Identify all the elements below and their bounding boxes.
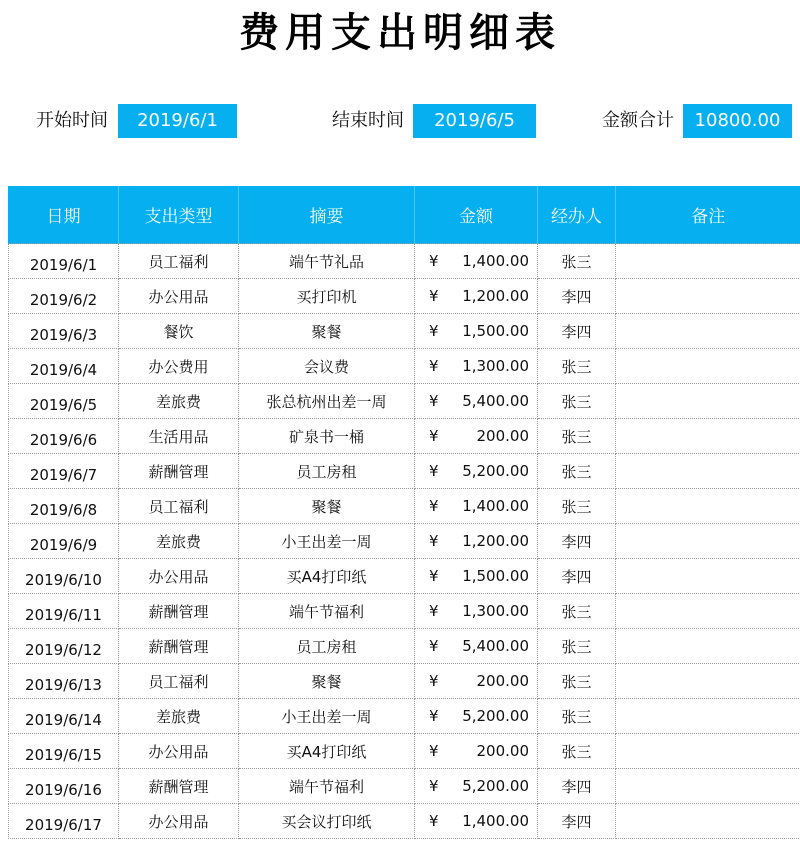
cell-note[interactable] [616, 629, 800, 664]
cell-summary[interactable]: 端午节福利 [239, 769, 415, 804]
cell-note[interactable] [616, 244, 800, 279]
cell-type[interactable]: 办公用品 [119, 279, 239, 314]
cell-amount[interactable] [415, 734, 538, 769]
cell-summary[interactable]: 矿泉书一桶 [239, 419, 415, 454]
cell-note[interactable] [616, 489, 800, 524]
table-row [9, 244, 800, 279]
end-date-field[interactable]: 2019/6/5 [413, 104, 536, 138]
cell-date[interactable]: 2019/6/12 [9, 629, 119, 664]
cell-type[interactable]: 薪酬管理 [119, 594, 239, 629]
cell-summary[interactable]: 聚餐 [239, 664, 415, 699]
cell-summary[interactable]: 端午节福利 [239, 594, 415, 629]
cell-type[interactable]: 员工福利 [119, 664, 239, 699]
currency-symbol: ¥ [429, 462, 439, 480]
column-header-note[interactable]: 备注 [616, 186, 800, 244]
cell-amount[interactable] [415, 419, 538, 454]
cell-amount[interactable] [415, 769, 538, 804]
cell-type[interactable]: 餐饮 [119, 314, 239, 349]
currency-symbol: ¥ [429, 812, 439, 830]
amount-value: 1,200.00 [462, 532, 529, 550]
cell-note[interactable] [616, 314, 800, 349]
cell-date[interactable]: 2019/6/9 [9, 524, 119, 559]
cell-type[interactable]: 薪酬管理 [119, 629, 239, 664]
cell-type[interactable]: 生活用品 [119, 419, 239, 454]
column-header-handler[interactable]: 经办人 [538, 186, 616, 244]
cell-date[interactable]: 2019/6/10 [9, 559, 119, 594]
column-header-date[interactable]: 日期 [9, 186, 119, 244]
cell-summary[interactable]: 聚餐 [239, 489, 415, 524]
amount-value: 1,300.00 [462, 357, 529, 375]
cell-handler[interactable]: 张三 [538, 384, 616, 419]
cell-summary[interactable]: 买A4打印纸 [239, 559, 415, 594]
cell-handler[interactable]: 李四 [538, 804, 616, 839]
amount-value: 200.00 [476, 742, 529, 760]
cell-type[interactable]: 办公用品 [119, 559, 239, 594]
cell-summary[interactable]: 员工房租 [239, 629, 415, 664]
column-header-summary[interactable]: 摘要 [239, 186, 415, 244]
end-date-label: 结束时间 [332, 110, 404, 131]
cell-amount[interactable] [415, 804, 538, 839]
cell-amount[interactable] [415, 594, 538, 629]
amount-value: 200.00 [476, 672, 529, 690]
currency-symbol: ¥ [429, 497, 439, 515]
cell-summary[interactable]: 小王出差一周 [239, 699, 415, 734]
page-title: 费用支出明细表 [239, 9, 561, 56]
table-row [9, 769, 800, 804]
cell-note[interactable] [616, 279, 800, 314]
table-row [9, 699, 800, 734]
total-amount-label: 金额合计 [602, 110, 674, 131]
cell-type[interactable]: 薪酬管理 [119, 454, 239, 489]
amount-value: 5,400.00 [462, 392, 529, 410]
currency-symbol: ¥ [429, 427, 439, 445]
cell-note[interactable] [616, 594, 800, 629]
cell-note[interactable] [616, 384, 800, 419]
cell-date[interactable]: 2019/6/6 [9, 419, 119, 454]
currency-symbol: ¥ [429, 322, 439, 340]
column-header-amount[interactable]: 金额 [415, 186, 538, 244]
amount-value: 5,200.00 [462, 707, 529, 725]
cell-date[interactable]: 2019/6/13 [9, 664, 119, 699]
cell-date[interactable]: 2019/6/1 [9, 244, 119, 279]
cell-handler[interactable]: 张三 [538, 244, 616, 279]
cell-note[interactable] [616, 769, 800, 804]
cell-type[interactable]: 差旅费 [119, 699, 239, 734]
table-row [9, 454, 800, 489]
cell-amount[interactable] [415, 314, 538, 349]
table-row [9, 524, 800, 559]
currency-symbol: ¥ [429, 777, 439, 795]
table-row [9, 489, 800, 524]
cell-amount[interactable] [415, 664, 538, 699]
currency-symbol: ¥ [429, 392, 439, 410]
cell-date[interactable]: 2019/6/7 [9, 454, 119, 489]
cell-handler[interactable]: 李四 [538, 279, 616, 314]
amount-value: 1,300.00 [462, 602, 529, 620]
table-row [9, 629, 800, 664]
cell-handler[interactable]: 张三 [538, 349, 616, 384]
cell-date[interactable]: 2019/6/3 [9, 314, 119, 349]
column-header-type[interactable]: 支出类型 [119, 186, 239, 244]
amount-value: 5,200.00 [462, 777, 529, 795]
cell-amount[interactable] [415, 489, 538, 524]
cell-handler[interactable]: 李四 [538, 524, 616, 559]
cell-type[interactable]: 员工福利 [119, 244, 239, 279]
table-row [9, 734, 800, 769]
cell-summary[interactable]: 买打印机 [239, 279, 415, 314]
cell-note[interactable] [616, 664, 800, 699]
cell-summary[interactable]: 会议费 [239, 349, 415, 384]
cell-amount[interactable] [415, 279, 538, 314]
amount-value: 1,500.00 [462, 322, 529, 340]
cell-summary[interactable]: 员工房租 [239, 454, 415, 489]
cell-type[interactable]: 办公用品 [119, 734, 239, 769]
cell-handler[interactable]: 张三 [538, 419, 616, 454]
cell-summary[interactable]: 张总杭州出差一周 [239, 384, 415, 419]
currency-symbol: ¥ [429, 742, 439, 760]
cell-date[interactable]: 2019/6/15 [9, 734, 119, 769]
cell-type[interactable]: 办公费用 [119, 349, 239, 384]
cell-handler[interactable]: 张三 [538, 454, 616, 489]
start-date-label: 开始时间 [36, 110, 108, 131]
cell-note[interactable] [616, 419, 800, 454]
cell-amount[interactable] [415, 629, 538, 664]
currency-symbol: ¥ [429, 672, 439, 690]
cell-amount[interactable] [415, 384, 538, 419]
table-row [9, 314, 800, 349]
total-amount-field[interactable]: 10800.00 [683, 104, 792, 138]
cell-note[interactable] [616, 454, 800, 489]
cell-type[interactable]: 差旅费 [119, 384, 239, 419]
currency-symbol: ¥ [429, 637, 439, 655]
currency-symbol: ¥ [429, 567, 439, 585]
cell-note[interactable] [616, 559, 800, 594]
cell-type[interactable]: 员工福利 [119, 489, 239, 524]
currency-symbol: ¥ [429, 287, 439, 305]
cell-handler[interactable]: 李四 [538, 559, 616, 594]
cell-date[interactable]: 2019/6/14 [9, 699, 119, 734]
currency-symbol: ¥ [429, 707, 439, 725]
cell-date[interactable]: 2019/6/11 [9, 594, 119, 629]
cell-summary[interactable]: 聚餐 [239, 314, 415, 349]
amount-value: 1,400.00 [462, 497, 529, 515]
cell-date[interactable]: 2019/6/4 [9, 349, 119, 384]
cell-amount[interactable] [415, 349, 538, 384]
currency-symbol: ¥ [429, 602, 439, 620]
amount-value: 5,200.00 [462, 462, 529, 480]
cell-handler[interactable]: 张三 [538, 594, 616, 629]
table-row [9, 804, 800, 839]
amount-value: 1,400.00 [462, 812, 529, 830]
amount-value: 1,500.00 [462, 567, 529, 585]
cell-handler[interactable]: 张三 [538, 664, 616, 699]
cell-handler[interactable]: 张三 [538, 489, 616, 524]
cell-type[interactable]: 薪酬管理 [119, 769, 239, 804]
amount-value: 1,400.00 [462, 252, 529, 270]
table-row [9, 419, 800, 454]
amount-value: 200.00 [476, 427, 529, 445]
cell-date[interactable]: 2019/6/2 [9, 279, 119, 314]
expense-table-container [8, 186, 800, 839]
cell-amount[interactable] [415, 244, 538, 279]
expense-table [8, 186, 800, 839]
table-row [9, 594, 800, 629]
start-date-field[interactable]: 2019/6/1 [118, 104, 237, 138]
cell-type[interactable]: 办公用品 [119, 804, 239, 839]
cell-amount[interactable] [415, 559, 538, 594]
table-body [9, 244, 800, 839]
cell-note[interactable] [616, 734, 800, 769]
cell-summary[interactable]: 小王出差一周 [239, 524, 415, 559]
table-row [9, 664, 800, 699]
cell-handler[interactable]: 李四 [538, 314, 616, 349]
amount-value: 5,400.00 [462, 637, 529, 655]
cell-note[interactable] [616, 699, 800, 734]
currency-symbol: ¥ [429, 532, 439, 550]
cell-date[interactable]: 2019/6/5 [9, 384, 119, 419]
cell-amount[interactable] [415, 699, 538, 734]
cell-handler[interactable]: 李四 [538, 769, 616, 804]
cell-handler[interactable]: 张三 [538, 734, 616, 769]
cell-type[interactable]: 差旅费 [119, 524, 239, 559]
cell-summary[interactable]: 买会议打印纸 [239, 804, 415, 839]
cell-handler[interactable]: 张三 [538, 629, 616, 664]
table-row [9, 279, 800, 314]
cell-summary[interactable]: 买A4打印纸 [239, 734, 415, 769]
cell-summary[interactable]: 端午节礼品 [239, 244, 415, 279]
cell-note[interactable] [616, 524, 800, 559]
cell-date[interactable]: 2019/6/17 [9, 804, 119, 839]
amount-value: 1,200.00 [462, 287, 529, 305]
table-row [9, 384, 800, 419]
cell-note[interactable] [616, 349, 800, 384]
cell-amount[interactable] [415, 524, 538, 559]
cell-date[interactable]: 2019/6/8 [9, 489, 119, 524]
table-header-row [9, 186, 800, 244]
table-row [9, 349, 800, 384]
currency-symbol: ¥ [429, 357, 439, 375]
cell-note[interactable] [616, 804, 800, 839]
cell-amount[interactable] [415, 454, 538, 489]
currency-symbol: ¥ [429, 252, 439, 270]
cell-date[interactable]: 2019/6/16 [9, 769, 119, 804]
cell-handler[interactable]: 张三 [538, 699, 616, 734]
table-row [9, 559, 800, 594]
